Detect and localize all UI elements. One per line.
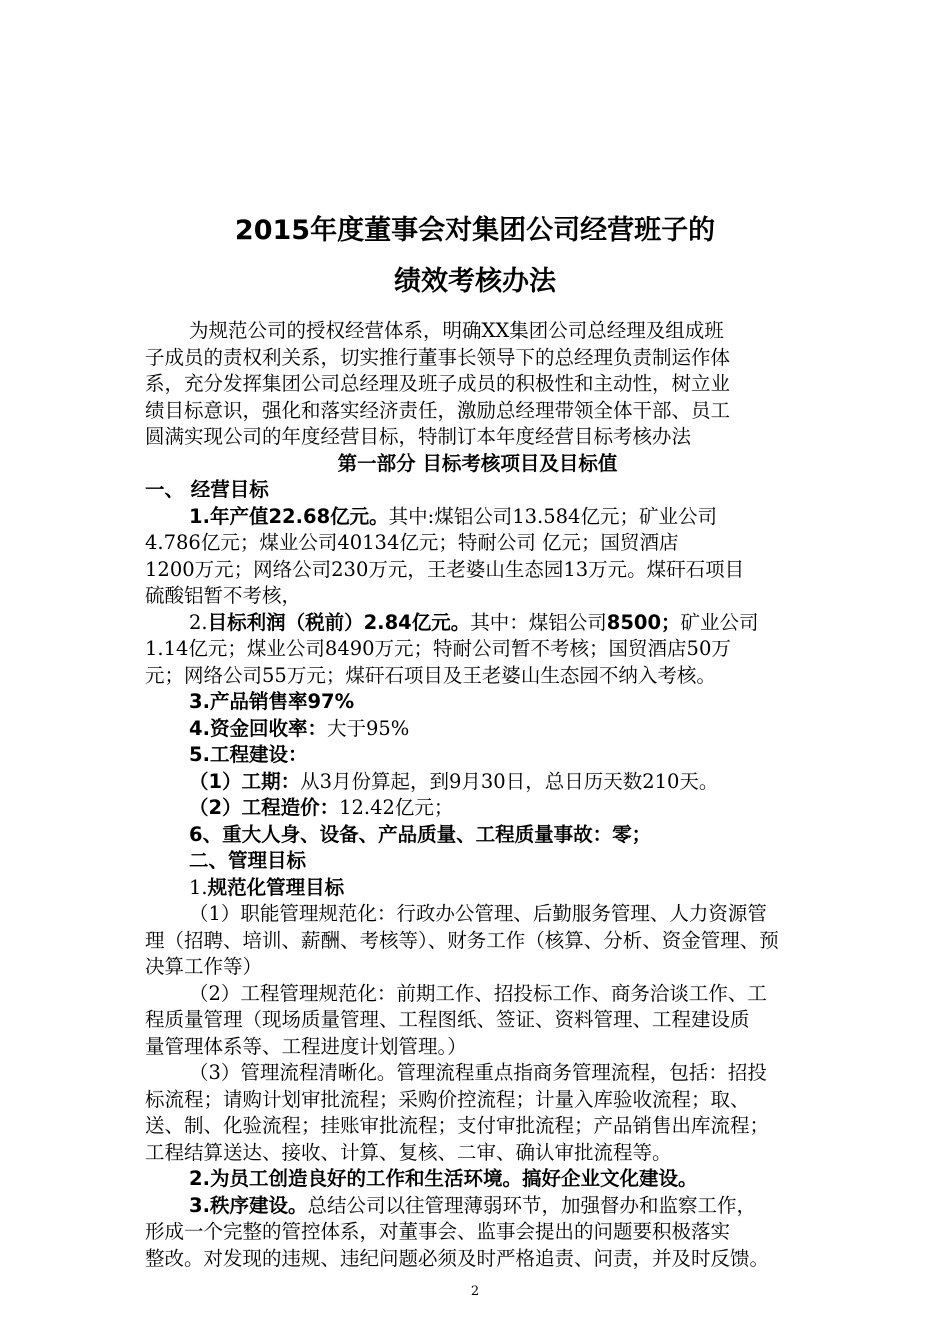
mgmt1-3-line: 工程结算送达、接收、计算、复核、二审、确认审批流程等。 (145, 1140, 672, 1164)
intro-line: 绩目标意识，强化和落实经济责任，激励总经理带领全体干部、员工 (145, 398, 731, 422)
item4 (145, 716, 810, 743)
item5-2-label: （2）工程造价： (189, 796, 340, 819)
intro-line: 系，充分发挥集团公司总经理及班子成员的积极性和主动性，树立业 (145, 372, 731, 395)
mgmt1-label: 1. (189, 875, 208, 899)
item5-1-label: （1）工期： (189, 769, 301, 793)
item2-line: 元；网络公司55万元；煤矸石项目及王老婆山生态园不纳入考核。 (145, 663, 716, 687)
item2-bold-value: 8500； (606, 610, 681, 634)
item3: 3.产品销售率97% (189, 690, 355, 713)
item1-text: 其中:煤铝公司13.584亿元；矿业公司 (388, 504, 717, 528)
mgmt1-text: 规范化管理目标 (207, 875, 345, 899)
item1-label: 1.年产值22.68亿元。 (189, 504, 389, 528)
item2-first-line (145, 610, 810, 637)
page-number: 2 (470, 1284, 480, 1299)
mgmt1-3-line: （3）管理流程清晰化。管理流程重点指商务管理流程，包括：招投 (189, 1061, 767, 1084)
mgmt3-text: 总结公司以往管理薄弱环节，加强督办和监察工作， (307, 1193, 756, 1217)
mgmt1-heading (145, 875, 810, 902)
mgmt3-line: 形成一个完整的管控体系，对董事会、监事会提出的问题要积极落实 (145, 1220, 731, 1243)
item5-2 (145, 795, 810, 822)
item5: 5.工程建设： (189, 743, 308, 766)
intro-line: 圆满实现公司的年度经营目标，特制订本年度经营目标考核办法 (145, 425, 692, 448)
mgmt1-1-line: （1）职能管理规范化：行政办公管理、后勤服务管理、人力资源管 (189, 902, 767, 925)
item2-line: 1.14亿元；煤业公司8490万元；特耐公司暂不考核；国贸酒店50万 (145, 637, 731, 660)
item5-1 (145, 769, 810, 796)
item1-line: 4.786亿元；煤业公司40134亿元；特耐公司 亿元；国贸酒店 (145, 531, 679, 554)
mgmt3-line: 整改。对发现的违规、违纪问题必须及时严格追责、问责，并及时反馈。 (145, 1246, 770, 1270)
document-title-line2: 绩效考核办法 (394, 266, 556, 297)
item5-2-value: 12.42亿元； (339, 796, 454, 819)
item1-first-line (145, 504, 810, 531)
intro-line: 子成员的责权利关系，切实推行董事长领导下的总经理负责制运作体 (145, 345, 731, 369)
item2-label: 目标利润（税前）2.84亿元。 (207, 610, 471, 634)
item4-value: 大于95% (326, 716, 410, 740)
mgmt2: 2.为员工创造良好的工作和生活环境。搞好企业文化建设。 (189, 1167, 698, 1190)
mgmt1-3-line: 送、制、化验流程；挂账审批流程；支付审批流程；产品销售出库流程； (145, 1114, 770, 1137)
item1-line: 1200万元；网络公司230万元，王老婆山生态园13万元。煤矸石项目 (145, 557, 745, 581)
mgmt1-1-line: 决算工作等） (145, 955, 263, 978)
section1-heading: 一、 经营目标 (145, 478, 269, 501)
part1-heading: 第一部分 目标考核项目及目标值 (337, 451, 618, 475)
item4-label: 4.资金回收率： (189, 716, 327, 740)
section2-heading: 二、管理目标 (189, 849, 307, 872)
item5-1-value: 从3月份算起，到9月30日，总日历天数210天。 (300, 769, 719, 793)
mgmt3-first-line (145, 1193, 810, 1220)
mgmt1-2-line: 量管理体系等、工程进度计划管理。） (145, 1034, 467, 1058)
item6: 6、重大人身、设备、产品质量、工程质量事故：零； (189, 822, 652, 846)
intro-line: 为规范公司的授权经营体系，明确XX集团公司总经理及组成班 (189, 319, 724, 342)
document-body (145, 318, 810, 1272)
item2-text-2: 矿业公司 (680, 610, 759, 634)
mgmt1-3-line: 标流程；请购计划审批流程；采购价控流程；计量入库验收流程；取、 (145, 1087, 750, 1111)
item2-prefix: 2. (189, 610, 208, 634)
item1-line: 硫酸铝暂不考核， (145, 584, 302, 607)
mgmt1-2-line: 程质量管理（现场质量管理、工程图纸、签证、资料管理、工程建设质 (145, 1008, 750, 1031)
mgmt3-label: 3.秩序建设。 (189, 1193, 308, 1217)
document-title-line1: 2015年度董事会对集团公司经营班子的 (234, 215, 716, 246)
item2-text: 其中：煤铝公司 (470, 610, 607, 634)
mgmt1-2-line: （2）工程管理规范化：前期工作、招投标工作、商务洽谈工作、工 (189, 981, 767, 1005)
mgmt1-1-line: 理（招聘、培训、薪酬、考核等）、财务工作（核算、分析、资金管理、预 (145, 928, 779, 952)
